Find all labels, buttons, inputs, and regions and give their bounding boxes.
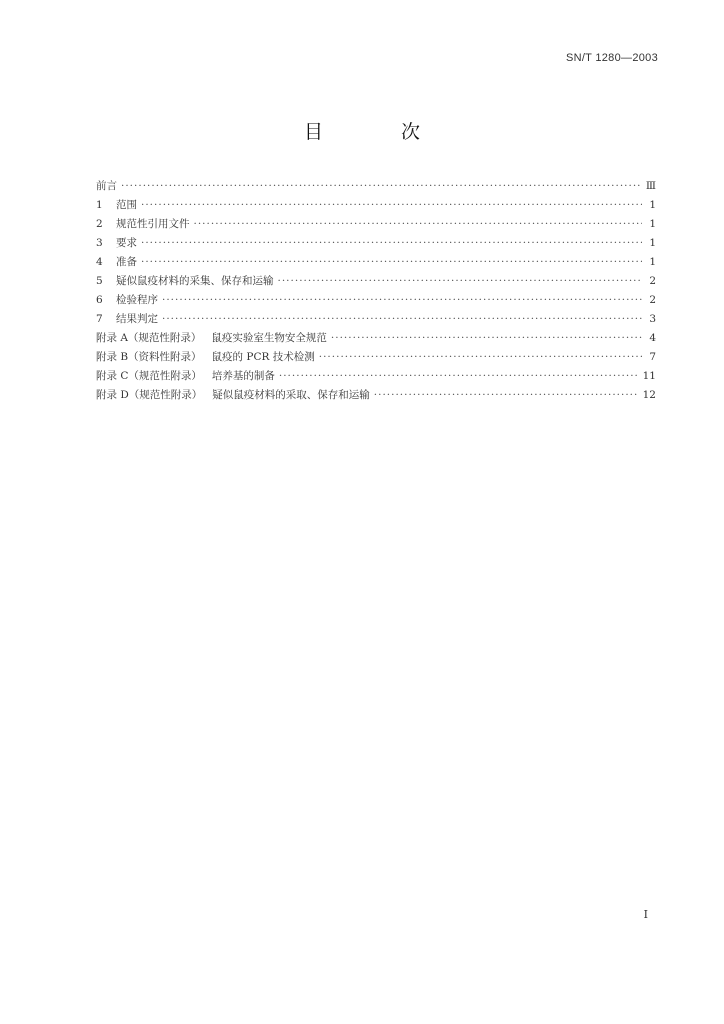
table-of-contents [96, 177, 656, 405]
page-number: Ⅰ [643, 908, 648, 921]
toc-entry-label: 范围 [116, 199, 137, 211]
toc-entry-scope[interactable] [96, 196, 656, 215]
toc-appendix-title: 鼠疫实验室生物安全规范 [211, 332, 327, 344]
toc-entry-appendix-c[interactable] [96, 367, 656, 386]
toc-entry-label [96, 329, 327, 348]
toc-entry-page: 1 [649, 237, 656, 249]
toc-leader-dots [279, 367, 639, 386]
toc-entry-label: 准备 [116, 256, 137, 268]
toc-entry-appendix-a[interactable] [96, 329, 656, 348]
toc-appendix-title: 鼠疫的 PCR 技术检测 [211, 351, 315, 363]
toc-appendix-title: 疑似鼠疫材料的采取、保存和运输 [212, 389, 370, 401]
toc-entry-label: 检验程序 [116, 294, 158, 306]
toc-entry-page: 3 [649, 313, 656, 325]
toc-entry-page: 12 [642, 389, 656, 401]
page-title: 目 次 [303, 121, 457, 143]
toc-entry-page: Ⅲ [645, 180, 656, 192]
toc-leader-dots [141, 234, 642, 253]
toc-leader-dots [141, 196, 642, 215]
toc-appendix-tag: 附录 A（规范性附录） [96, 332, 202, 344]
toc-entry-label [96, 367, 275, 386]
toc-entry-label: 要求 [116, 237, 137, 249]
toc-appendix-title: 培养基的制备 [211, 370, 275, 382]
toc-entry-sample-collection[interactable] [96, 272, 656, 291]
toc-appendix-tag: 附录 D（规范性附录） [96, 389, 203, 401]
toc-entry-page: 11 [642, 370, 656, 382]
toc-leader-dots [319, 348, 642, 367]
toc-entry-page: 1 [649, 199, 656, 211]
toc-appendix-tag: 附录 C（规范性附录） [96, 370, 202, 382]
toc-leader-dots [141, 253, 642, 272]
toc-entry-normative-references[interactable] [96, 215, 656, 234]
toc-entry-label [96, 348, 315, 367]
toc-appendix-tag: 附录 B（资料性附录） [96, 351, 202, 363]
toc-leader-dots [278, 272, 643, 291]
toc-entry-page: 2 [649, 275, 656, 287]
toc-leader-dots [374, 386, 639, 405]
toc-entry-requirements[interactable] [96, 234, 656, 253]
toc-entry-label: 规范性引用文件 [116, 218, 190, 230]
toc-entry-appendix-d[interactable] [96, 386, 656, 405]
toc-leader-dots [331, 329, 642, 348]
toc-entry-page: 1 [649, 256, 656, 268]
toc-entry-label [96, 386, 370, 405]
toc-entry-page: 2 [649, 294, 656, 306]
toc-entry-page: 1 [649, 218, 656, 230]
toc-entry-number: 2 [96, 218, 103, 230]
toc-entry-label: 前言 [96, 180, 117, 192]
toc-leader-dots [162, 310, 642, 329]
toc-entry-preparation[interactable] [96, 253, 656, 272]
toc-entry-number: 6 [96, 294, 103, 306]
toc-entry-page: 4 [649, 332, 656, 344]
standard-number: SN/T 1280—2003 [565, 52, 658, 64]
toc-entry-result-judgement[interactable] [96, 310, 656, 329]
toc-entry-label: 疑似鼠疫材料的采集、保存和运输 [116, 275, 274, 287]
toc-entry-number: 1 [96, 199, 103, 211]
toc-entry-test-procedure[interactable] [96, 291, 656, 310]
toc-leader-dots [121, 177, 642, 196]
toc-entry-label: 结果判定 [116, 313, 158, 325]
toc-entry-foreword[interactable] [96, 177, 656, 196]
toc-entry-number: 4 [96, 256, 103, 268]
toc-entry-number: 3 [96, 237, 103, 249]
toc-entry-appendix-b[interactable] [96, 348, 656, 367]
toc-entry-page: 7 [649, 351, 656, 363]
toc-entry-number: 7 [96, 313, 103, 325]
toc-leader-dots [162, 291, 642, 310]
toc-entry-number: 5 [96, 275, 103, 287]
toc-leader-dots [194, 215, 643, 234]
